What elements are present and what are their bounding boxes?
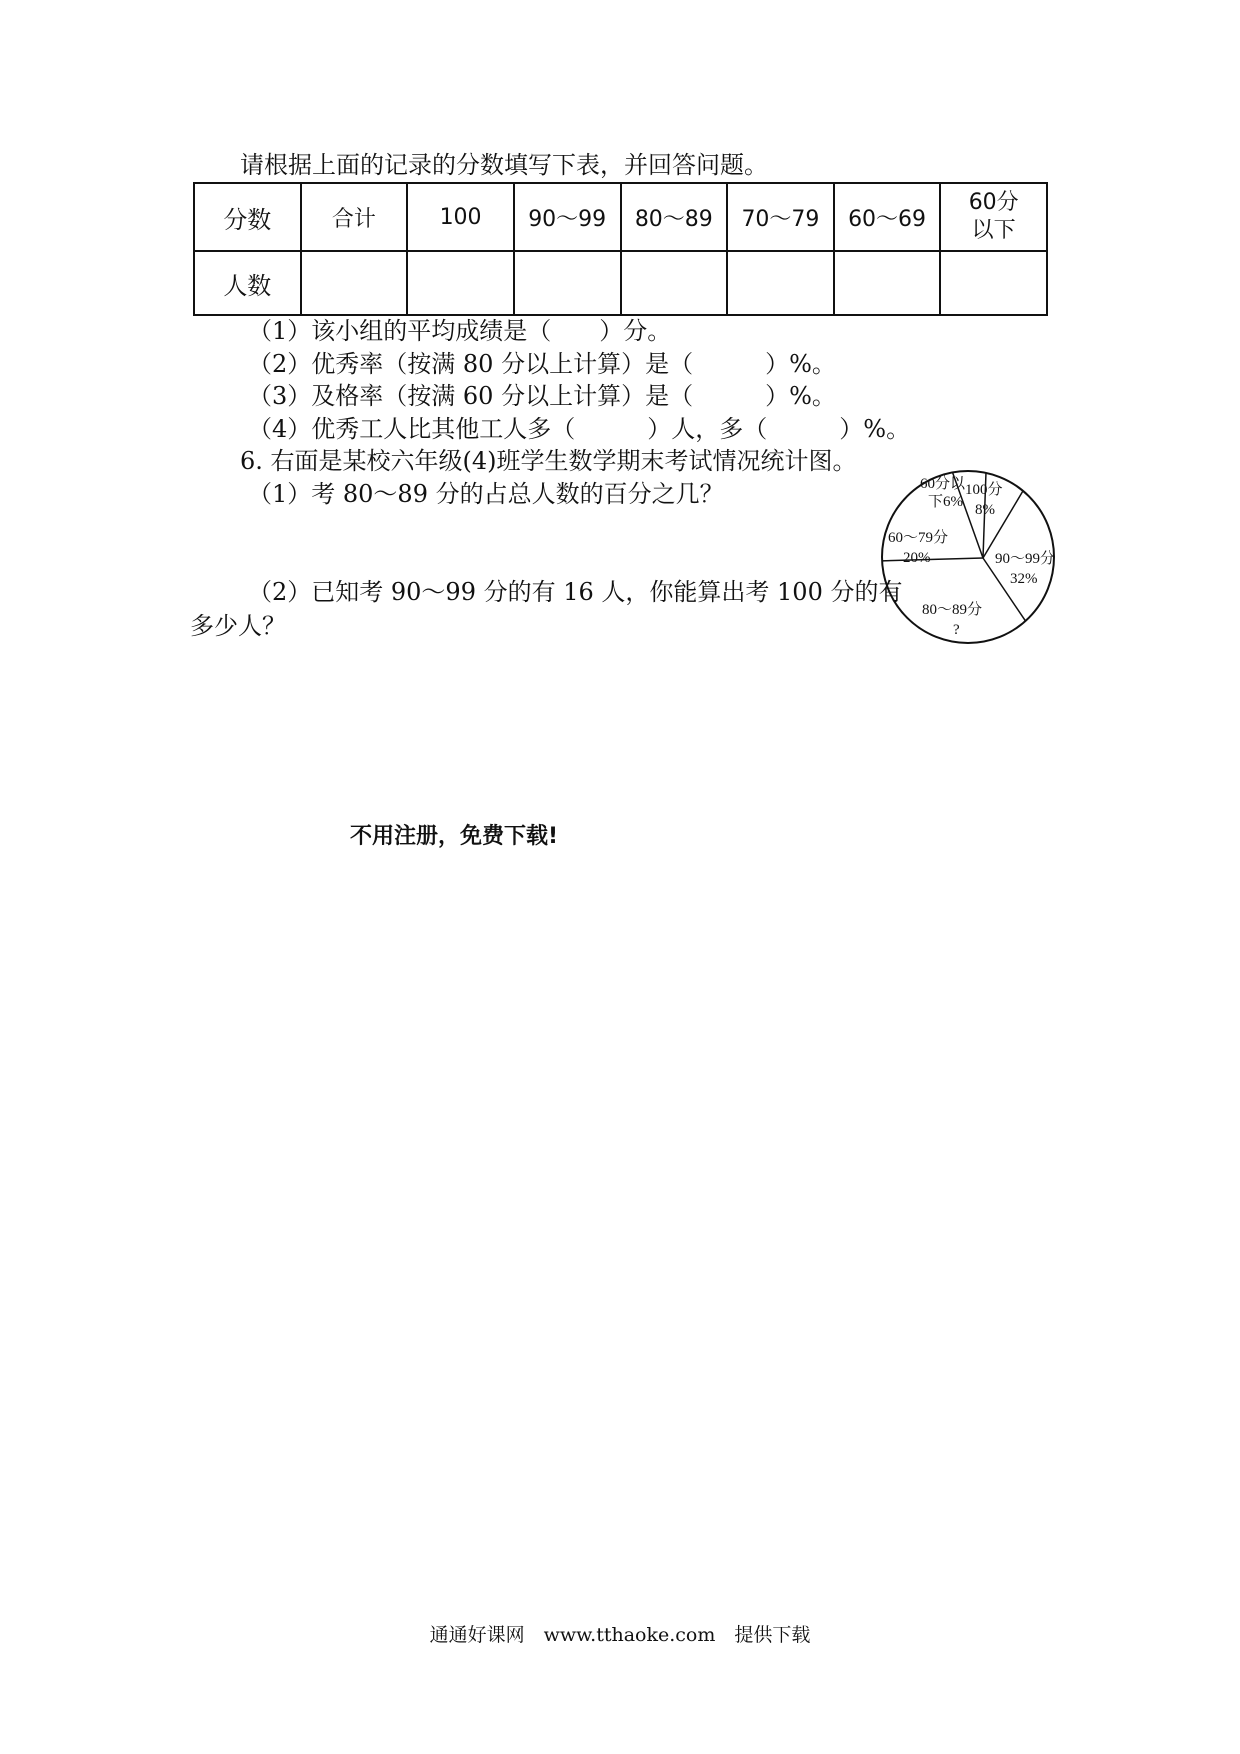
header-below-60-line1: 60分 <box>968 190 1019 215</box>
header-cell-100: 100 <box>407 183 514 251</box>
pie-value-80-89: ? <box>953 622 960 638</box>
header-cell-90-99: 90～99 <box>514 183 621 251</box>
pie-slice-boundary-60-79 <box>882 558 983 561</box>
footer-text: 通通好课网 www.tthaoke.com 提供下载 <box>429 1624 811 1646</box>
header-cell-below-60 <box>940 183 1047 251</box>
problem-6-question-1: （1）考 80～89 分的占总人数的百分之几？ <box>248 480 724 508</box>
pie-label-100: 100分 <box>965 482 1003 498</box>
count-label-cell: 人数 <box>194 251 301 315</box>
free-download-notice: 不用注册，免费下载! <box>350 824 559 849</box>
pie-slice-boundary-90-99 <box>983 491 1023 558</box>
score-table <box>193 182 1048 316</box>
table-count-row <box>194 251 1047 315</box>
count-cell-80-89[interactable] <box>621 251 728 315</box>
score-pie-chart <box>880 465 1060 665</box>
pie-value-90-99: 32% <box>1010 571 1038 587</box>
count-cell-100[interactable] <box>407 251 514 315</box>
question-2: （2）优秀率（按满 80 分以上计算）是（ ）%。 <box>248 350 836 378</box>
header-cell-70-79: 70～79 <box>727 183 834 251</box>
header-below-60-line2: 以下 <box>971 218 1016 243</box>
question-1: （1）该小组的平均成绩是（ ）分。 <box>248 317 672 345</box>
count-cell-total[interactable] <box>301 251 408 315</box>
pie-value-below-60: 6% <box>943 494 963 510</box>
header-cell-60-69: 60～69 <box>834 183 941 251</box>
pie-slice-boundary-80-89 <box>983 558 1025 621</box>
count-cell-90-99[interactable] <box>514 251 621 315</box>
pie-value-60-79: 20% <box>903 550 931 566</box>
pie-value-100: 8% <box>975 502 995 518</box>
count-cell-70-79[interactable] <box>727 251 834 315</box>
problem-6-title: 6. 右面是某校六年级(4)班学生数学期末考试情况统计图。 <box>240 447 857 475</box>
pie-label-below-60-line1: 60分以 <box>920 476 966 492</box>
header-cell-total: 合计 <box>301 183 408 251</box>
pie-label-80-89: 80～89分 <box>922 602 983 618</box>
question-3: （3）及格率（按满 60 分以上计算）是（ ）%。 <box>248 382 836 410</box>
pie-label-90-99: 90～99分 <box>995 551 1056 567</box>
table-header-row <box>194 183 1047 251</box>
header-cell-80-89: 80～89 <box>621 183 728 251</box>
count-cell-below-60[interactable] <box>940 251 1047 315</box>
intro-text: 请根据上面的记录的分数填写下表，并回答问题。 <box>240 151 768 179</box>
count-cell-60-69[interactable] <box>834 251 941 315</box>
header-cell-score: 分数 <box>194 183 301 251</box>
pie-label-60-79: 60～79分 <box>888 530 949 546</box>
question-4: （4）优秀工人比其他工人多（ ）人，多（ ）%。 <box>248 415 911 443</box>
problem-6-question-2-continued: 多少人？ <box>190 612 286 640</box>
pie-label-below-60-line2: 下 <box>928 494 944 510</box>
problem-6-question-2: （2）已知考 90～99 分的有 16 人，你能算出考 100 分的有 <box>248 578 903 606</box>
